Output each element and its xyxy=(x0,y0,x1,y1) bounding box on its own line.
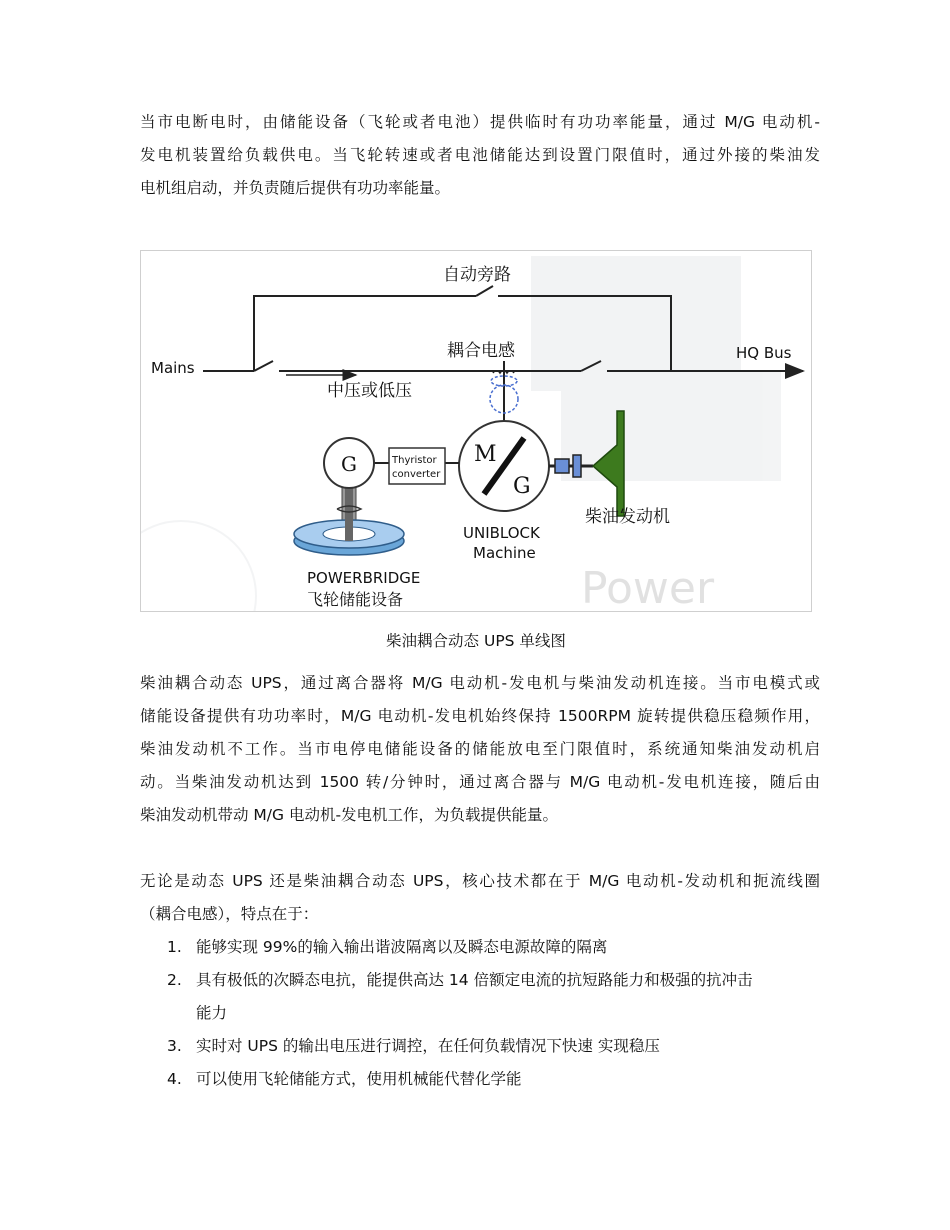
paragraph-line: 柴油发动机带动 M/G 电动机-发电机工作，为负载提供能量。 xyxy=(140,806,559,824)
paragraph-line: 储能设备提供有功功率时，M/G 电动机-发电机始终保持 1500RPM 旋转提供稳压稳频作用， xyxy=(140,707,820,725)
paragraph-line: 电机组启动，并负责随后提供有功功率能量。 xyxy=(140,179,451,197)
hq-bus-label: HQ Bus xyxy=(736,344,792,362)
mg-machine xyxy=(459,421,549,511)
coupling-label: 耦合电感 xyxy=(447,341,515,361)
list-item-text: 可以使用飞轮储能方式，使用机械能代替化学能 xyxy=(196,1070,522,1088)
paragraph-line: 动。当柴油发动机达到 1500 转/分钟时，通过离合器与 M/G 电动机-发电机连接，随后由 xyxy=(140,773,820,791)
list-number: 3. xyxy=(167,1037,182,1055)
diesel-ups-paragraph xyxy=(140,667,820,832)
thyristor-label-2: converter xyxy=(392,469,441,480)
intro-paragraph xyxy=(140,106,820,205)
thyristor-converter xyxy=(389,448,445,484)
list-item-text: 实时对 UPS 的输出电压进行调控，在任何负载情况下快速 实现稳压 xyxy=(196,1037,660,1055)
figure-caption: 柴油耦合动态 UPS 单线图 xyxy=(386,632,566,650)
uniblock-label-1: UNIBLOCK xyxy=(463,524,540,542)
paragraph-line: 无论是动态 UPS 还是柴油耦合动态 UPS，核心技术都在于 M/G 电动机-发动机和扼流线圈 xyxy=(140,872,820,890)
ups-single-line-diagram xyxy=(140,250,812,612)
powerbridge-label-1: POWERBRIDGE xyxy=(307,569,421,587)
generator xyxy=(294,438,404,555)
list-item-text: 能力 xyxy=(196,1004,228,1022)
diesel-label: 柴油发动机 xyxy=(585,507,670,527)
features-list xyxy=(140,931,820,1096)
watermark-logo xyxy=(141,256,781,611)
list-item-text: 能够实现 99%的输入输出谐波隔离以及瞬态电源故障的隔离 xyxy=(196,938,608,956)
list-item xyxy=(140,931,820,964)
voltage-label: 中压或低压 xyxy=(327,381,412,401)
watermark-text: Power xyxy=(581,563,715,611)
list-number: 1. xyxy=(167,938,182,956)
list-number: 4. xyxy=(167,1070,182,1088)
paragraph-line: 柴油发动机不工作。当市电停电储能设备的储能放电至门限值时，系统通知柴油发动机启 xyxy=(140,740,820,758)
powerbridge-label-2: 飞轮储能设备 xyxy=(307,590,404,609)
paragraph-line: 发电机装置给负载供电。当飞轮转速或者电池储能达到设置门限值时，通过外接的柴油发 xyxy=(140,146,820,164)
mains-label: Mains xyxy=(151,359,195,377)
bypass-label: 自动旁路 xyxy=(443,265,511,285)
list-item xyxy=(140,964,820,1030)
thyristor-label-1: Thyristor xyxy=(392,455,437,466)
core-tech-paragraph xyxy=(140,865,820,931)
mg-g-letter: G xyxy=(513,474,531,499)
paragraph-line: （耦合电感），特点在于： xyxy=(140,905,319,923)
list-item-text: 具有极低的次瞬态电抗，能提供高达 14 倍额定电流的抗短路能力和极强的抗冲击 xyxy=(196,971,753,989)
list-item xyxy=(140,1030,820,1063)
generator-g-letter: G xyxy=(341,452,357,476)
paragraph-line: 柴油耦合动态 UPS，通过离合器将 M/G 电动机-发电机与柴油发动机连接。当市电模式或 xyxy=(140,674,820,692)
paragraph-line: 当市电断电时，由储能设备（飞轮或者电池）提供临时有功功率能量，通过 M/G 电动机- xyxy=(140,113,820,131)
list-number: 2. xyxy=(167,971,182,989)
uniblock-label-2: Machine xyxy=(473,544,536,562)
list-item xyxy=(140,1063,820,1096)
mg-m-letter: M xyxy=(474,442,497,467)
